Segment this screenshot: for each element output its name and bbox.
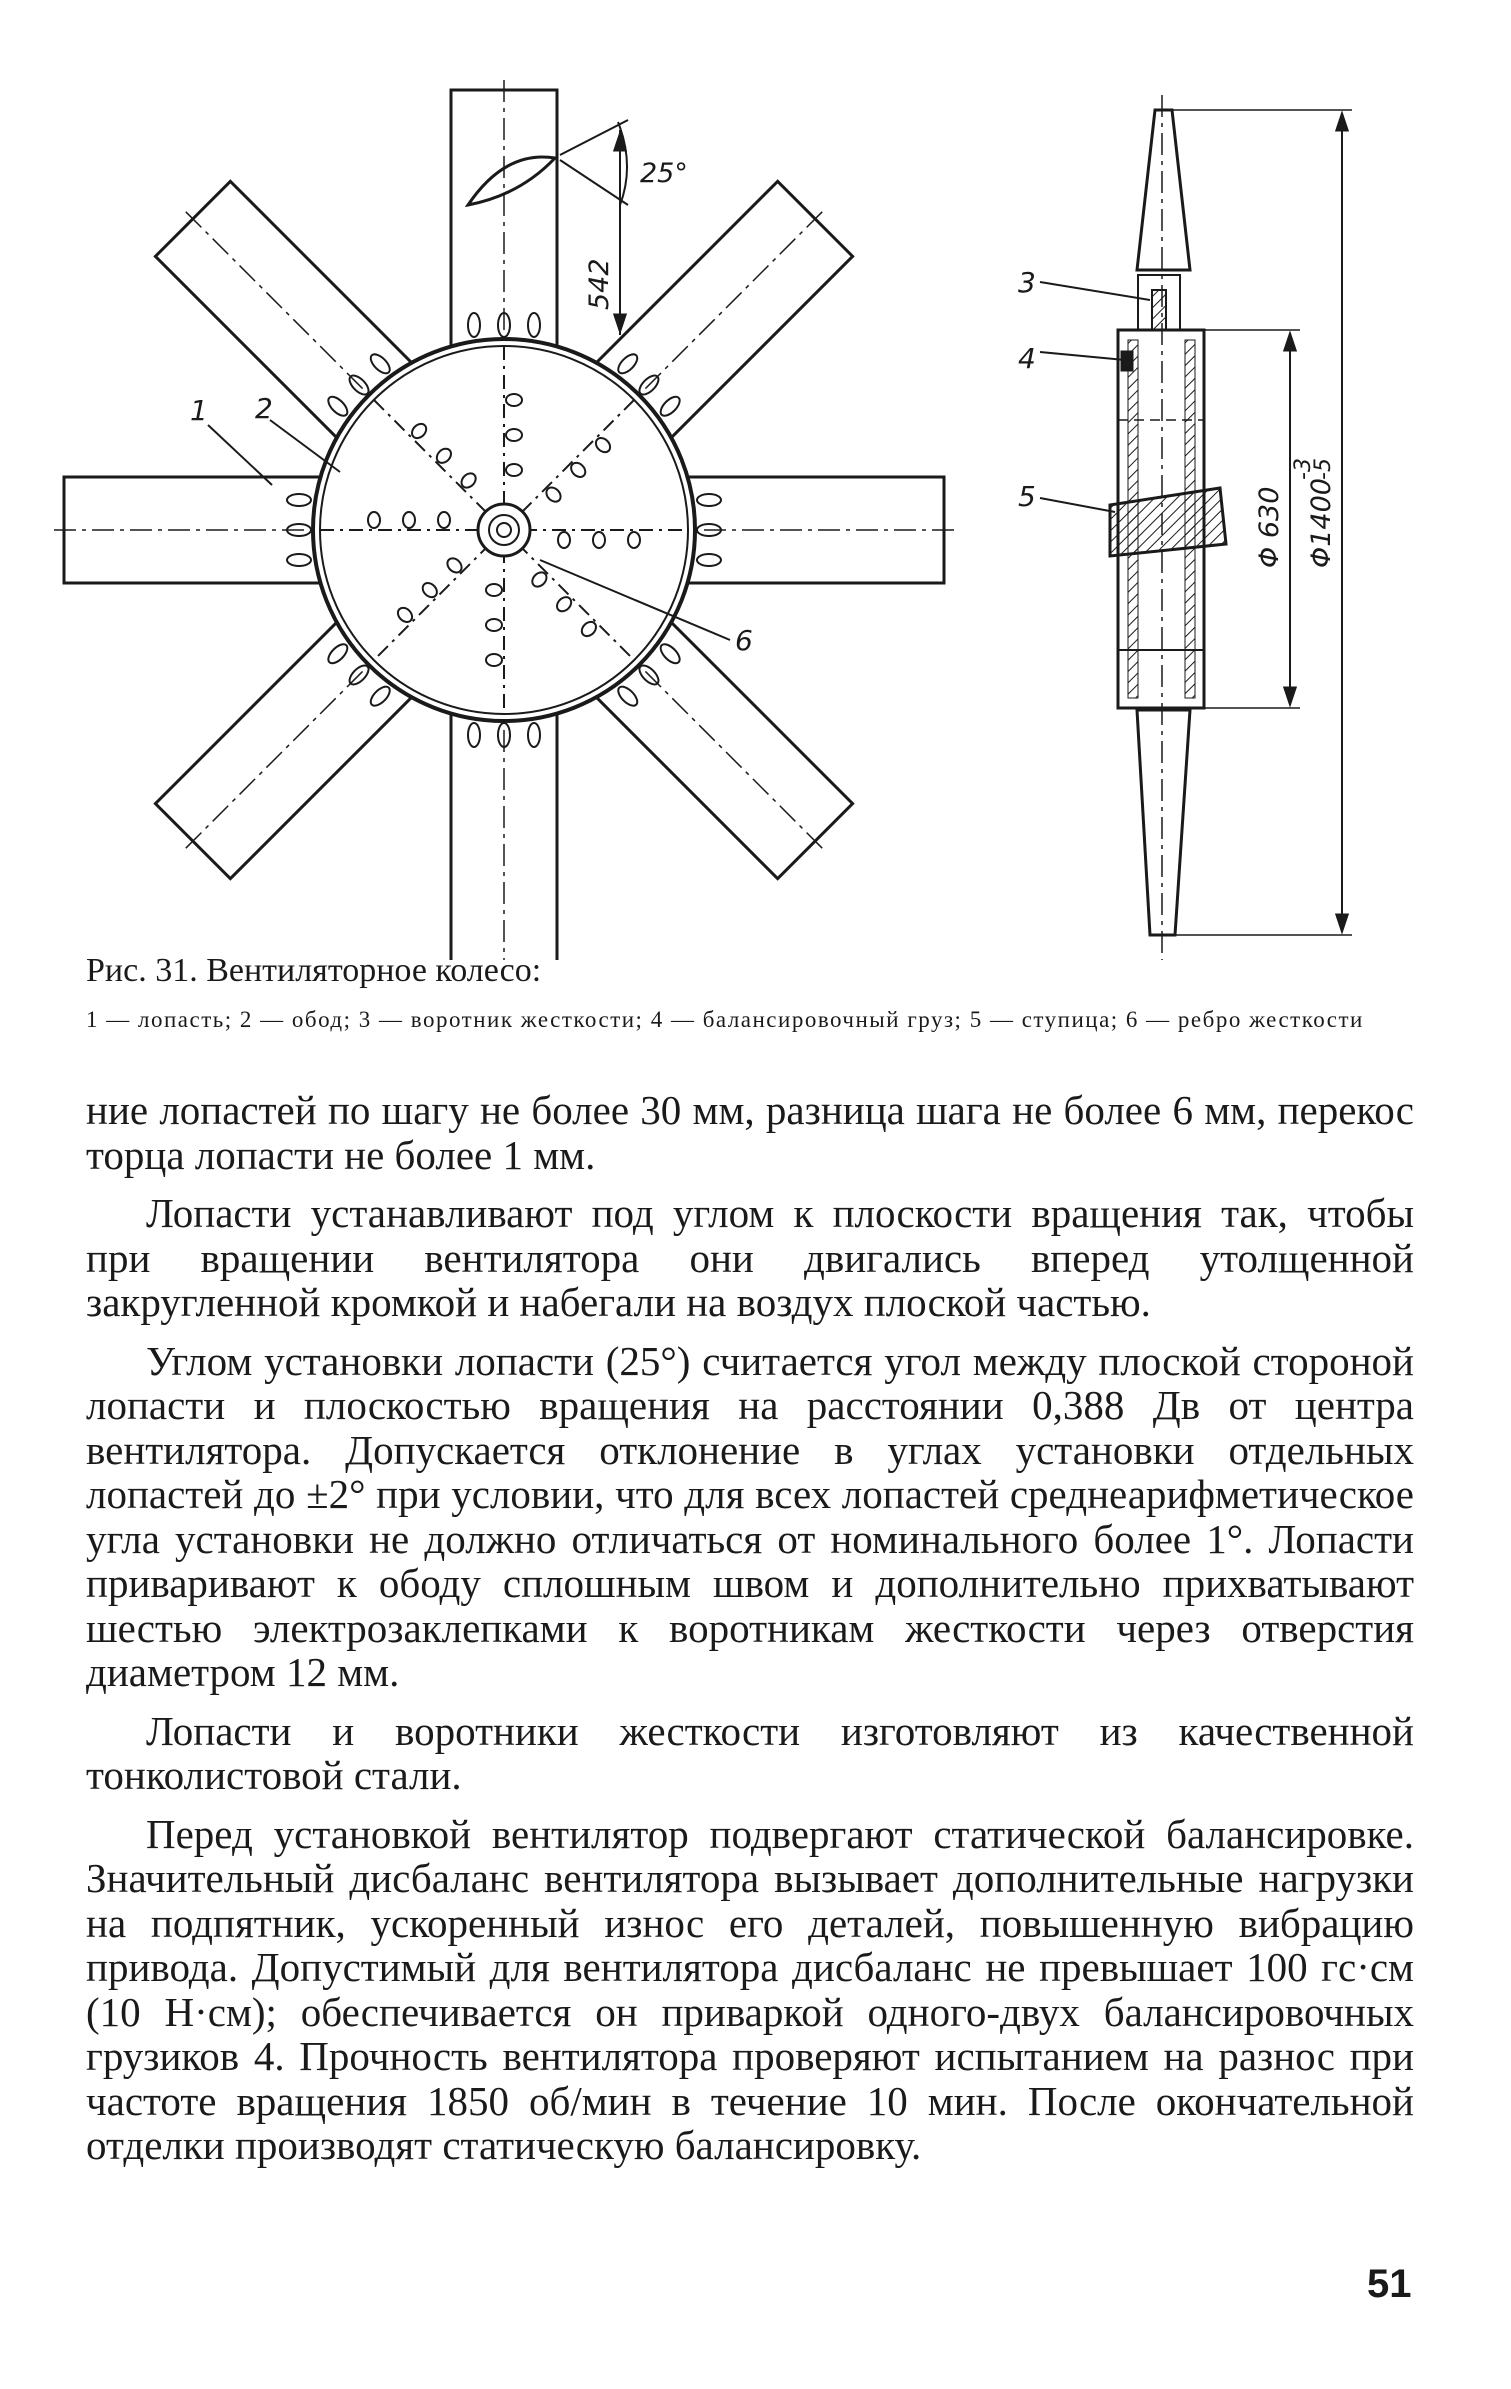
page-number: 51 [1367, 2262, 1412, 2306]
legend-item: 6 — ребро жесткости [1125, 1007, 1364, 1032]
tolerance-lower: -5 [1311, 458, 1336, 480]
dimension-1400-label: Φ1400 [1306, 478, 1337, 568]
paragraph: Лопасти и воротники жесткости изготовляют из качественной тонколистовой стали. [86, 1707, 1414, 1798]
blade-side-bottom [1137, 710, 1190, 935]
paragraph: Углом установки лопасти (25°) считается угол между плоской стороной лопасти и плоскостью вращения на расстоянии 0,388 Дв от центра вентилятора. Допускается отклонение в углах установки отдельных лопастей до ±2° при условии, что для всех лопастей среднеарифметическое угла установки не должно отличаться от номинального более 1°. Лопасти приваривают к ободу сплошным швом и дополнительно прихватывают шестью электрозаклепками к воротникам жесткости через отверстия диаметром 12 мм. [86, 1337, 1414, 1695]
legend-item: 1 — лопасть; [86, 1007, 233, 1032]
callout-3: 3 [1018, 266, 1036, 299]
fan-wheel-figure [0, 0, 1511, 960]
blade [451, 80, 557, 360]
angle-label: 25° [640, 158, 688, 189]
figure-caption-legend [86, 1006, 1426, 1034]
tolerance-upper: -3 [1291, 458, 1316, 480]
paragraph: Лопасти устанавливают под углом к плоскости вращения так, чтобы при вращении вентилятора они двигались вперед утолщенной закругленной кромкой и набегали на воздух плоской частью. [86, 1190, 1414, 1325]
legend-item: 2 — обод; [239, 1007, 352, 1032]
blade [451, 700, 557, 960]
blade-side-top [1137, 110, 1190, 270]
figure-caption-title: Рис. 31. Вентиляторное колесо: [86, 952, 542, 989]
front-view [54, 80, 954, 960]
callout-6: 6 [735, 624, 753, 657]
hub [478, 504, 530, 556]
legend-item: 5 — ступица; [969, 1007, 1119, 1032]
callout-1: 1 [190, 394, 208, 427]
dimension-630-label: Φ 630 [1254, 486, 1285, 568]
paragraph: Перед установкой вентилятор подвергают статической балансировке. Значительный дисбаланс вентилятора вызывает дополнительные нагрузки на подпятник, ускоренный износ его деталей, повышенную вибрацию привода. Допустимый для вентилятора дисбаланс не превышает 100 гс·см (10 Н·см); обеспечивается он приваркой одного-двух балансировочных грузиков 4. Прочность вентилятора проверяют испытанием на разнос при частоте вращения 1850 об/мин в течение 10 мин. После окончательной отделки производят статическую балансировку. [86, 1810, 1414, 2168]
balance-weight [1122, 352, 1132, 370]
paragraph: ние лопастей по шагу не более 30 мм, разница шага не более 6 мм, перекос торца лопасти не более 1 мм. [86, 1087, 1414, 1178]
dimension-542-label: 542 [584, 258, 615, 310]
hub-side [1110, 488, 1226, 556]
legend-item: 4 — балансировочный груз; [650, 1007, 963, 1032]
callout-2: 2 [255, 392, 273, 425]
blade [54, 477, 334, 583]
body-text [86, 1088, 1414, 2168]
blade [674, 477, 954, 583]
legend-item: 3 — воротник жесткости; [358, 1007, 644, 1032]
callout-5: 5 [1018, 480, 1036, 513]
callout-4: 4 [1018, 342, 1036, 375]
